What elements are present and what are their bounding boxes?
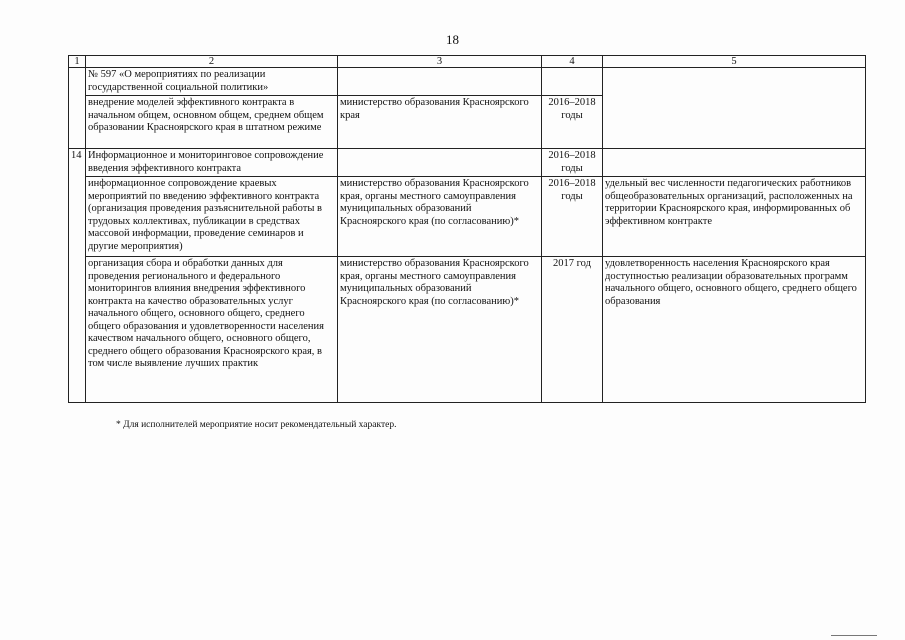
scan-mark: [831, 635, 877, 636]
row-number: 14: [69, 149, 86, 403]
measures-table: [68, 55, 866, 403]
table-row: [69, 149, 866, 177]
executor-cell: министерство образования Красноярского края: [338, 96, 542, 149]
indicator-cell: удовлетворенность населения Красноярского края доступностью реализации образовательных программ начального общего, основного общего, среднего общего образования: [603, 257, 866, 403]
term-cell: 2016–2018 годы: [542, 96, 603, 149]
header-cell-2: 2: [86, 56, 338, 68]
header-cell-5: 5: [603, 56, 866, 68]
term-cell: 2017 год: [542, 257, 603, 403]
executor-cell: [338, 149, 542, 177]
table-row: [69, 257, 866, 403]
indicator-cell: [603, 68, 866, 149]
header-cell-4: 4: [542, 56, 603, 68]
executor-cell: министерство образования Красноярского края, органы местного самоуправления муниципальных образований Красноярского края (по согласованию)*: [338, 177, 542, 257]
header-cell-3: 3: [338, 56, 542, 68]
table-row: [69, 177, 866, 257]
table-row: [69, 68, 866, 96]
measure-cell: информационное сопровождение краевых мероприятий по введению эффективного контракта (организация проведения разъяснительной работы в трудовых коллективах, публикации в средствах массовой информации, проведение семинаров и другие мероприятия): [86, 177, 338, 257]
table-header-row: [69, 56, 866, 68]
measure-cell: внедрение моделей эффективного контракта в начальном общем, основном общем, среднем общем образовании Красноярского края в штатном режиме: [86, 96, 338, 149]
term-cell: [542, 68, 603, 96]
executor-cell: министерство образования Красноярского края, органы местного самоуправления муниципальных образований Красноярского края (по согласованию)*: [338, 257, 542, 403]
term-cell: 2016–2018 годы: [542, 177, 603, 257]
indicator-cell: удельный вес численности педагогических работников общеобразовательных организаций, расположенных на территории Красноярского края, информированных об эффективном контракте: [603, 177, 866, 257]
measure-cell: № 597 «О мероприятиях по реализации государственной социальной политики»: [86, 68, 338, 96]
page-number: 18: [446, 32, 459, 47]
term-cell: 2016–2018 годы: [542, 149, 603, 177]
row-number: [69, 68, 86, 149]
indicator-cell: [603, 149, 866, 177]
footnote: * Для исполнителей мероприятие носит рекомендательный характер.: [116, 420, 397, 430]
executor-cell: [338, 68, 542, 96]
measure-cell: организация сбора и обработки данных для проведения регионального и федерального мониторингов влияния внедрения эффективного контракта на качество образовательных услуг начального общего, основного общего, среднего общего образования и удовлетворенности населения качеством начального общего, основного общего, среднего общего образования Красноярского края, в том числе выявление лучших практик: [86, 257, 338, 403]
header-cell-1: 1: [69, 56, 86, 68]
measure-cell: Информационное и мониторинговое сопровождение введения эффективного контракта: [86, 149, 338, 177]
